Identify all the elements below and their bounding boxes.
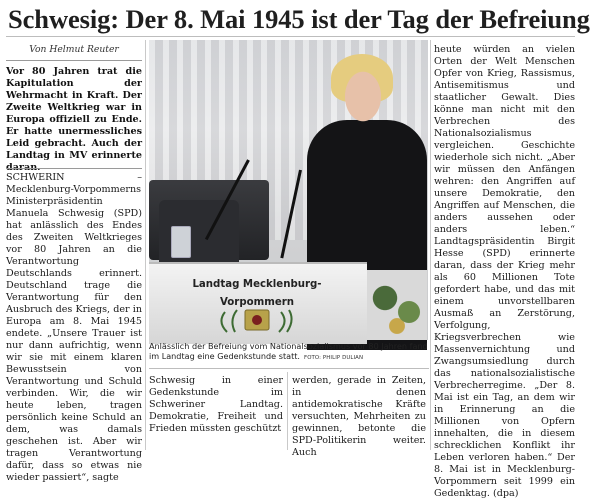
- lead-paragraph: Vor 80 Jahren trat die Kapitulation der Wehrmacht in Kraft. Der Zweite Weltkrieg war in Europa offiziell zu Ende. Er hatte unermessliches Leid gebracht. Auch der Landtag in MV erinnerte: [6, 66, 142, 161]
- state-crest-icon: [207, 302, 307, 336]
- flower-arrangement: [367, 270, 427, 340]
- article-column-1: [6, 172, 142, 483]
- lead-rule: [6, 168, 142, 169]
- photo-caption: [149, 341, 429, 364]
- column-divider: [430, 40, 431, 450]
- article-column-4: [434, 44, 575, 499]
- article-column-2: [149, 375, 283, 451]
- caption-text: Anlässlich der Befreiung vom Nationalsozialismus vor 80 Jahren fand im Landtag eine Gedenkstunde statt.: [149, 341, 428, 362]
- byline-rule: [6, 60, 142, 61]
- headline: Schwesig: Der 8. Mai 1945 ist der Tag der Befreiung: [8, 4, 590, 34]
- article-column-3: [292, 375, 426, 458]
- column-divider: [145, 40, 146, 450]
- lectern-sign: Landtag Mecklenburg-Vorpommern: [192, 279, 322, 308]
- article-text-col2: Schwesig in einer Gedenkstunde im Schweriner Landtag. Demokratie, Freiheit und Frieden müssten geschützt: [149, 375, 283, 434]
- article-text-col4: heute würden an vielen Orten der Welt Menschen Opfer von Krieg, Rassismus, Antisemitismus und staatlicher Gewalt. Dies könne man nicht mit den Verbrechen des Nationalsozialismus vergleichen. Geschichte wiederhole sich nicht. „Aber wir müssen den Anfängen wehren: den Angriffen auf unsere Demokratie, den Angriffen auf Menschen, die anders aussehen oder anders leben.“ Landtagspräsidentin Birgit Hesse (SPD) erinnerte daran, dass der Krieg mehr als 60 Millionen Tote gefordert habe, und das mit einem unvorstellbaren Ausmaß an Zerstörung, Verfolgung, Kriegsverbrechen wie Massenvernichtung und Zwangsumsiedlung durch das nationalsozialistische Verbrecherregime. „Der 8. Mai ist ein Tag, an dem wir in Erinnerung an die Millionen von Opfern innehalten, die in diesem schrecklichen Konflikt ihr Leben verloren haben.“ Der 8. Mai ist in Mecklenburg-Vorpommern seit 1999 ein Gedenktag. (dpa): [434, 44, 575, 499]
- column-divider: [287, 372, 288, 450]
- speaker-face: [335, 58, 391, 128]
- headline-rule: [6, 36, 575, 37]
- photo-credit: FOTO: PHILIP DULIAN: [304, 355, 364, 362]
- article-photo: [149, 40, 428, 340]
- caption-rule: [149, 368, 429, 369]
- water-glass: [171, 226, 191, 258]
- article-text-col1: SCHWERIN – Mecklenburg-Vorpommerns Ministerpräsidentin Manuela Schwesig (SPD) hat anlässlich des Endes des Zweiten Weltkrieges vor 80 Jahren an die Verantwortung Deutschlands erinnert. Deutschland trage die Verantwortung für den Ausbruch des Kriegs, der in Europa am 8. Mai 1945 endete. „Unsere Trauer ist nur dann aufrichtig, wenn wir sie mit einem klaren Bewusstsein von Verantwortung und Schuld verbinden. Wir, die wir heute leben, tragen persönlich keine Schuld an dem, was damals geschehen ist. Aber wir tragen Verantwortung dafür, dass so etwas nie wieder passiert“, sagte: [6, 172, 142, 483]
- byline: Von Helmut Reuter: [29, 44, 119, 55]
- article-text-col3: werden, gerade in Zeiten, in denen antidemokratische Kräfte versuchten, Mehrheiten zu gewinnen, betonte die SPD-Politikerin weiter. Auch: [292, 375, 426, 458]
